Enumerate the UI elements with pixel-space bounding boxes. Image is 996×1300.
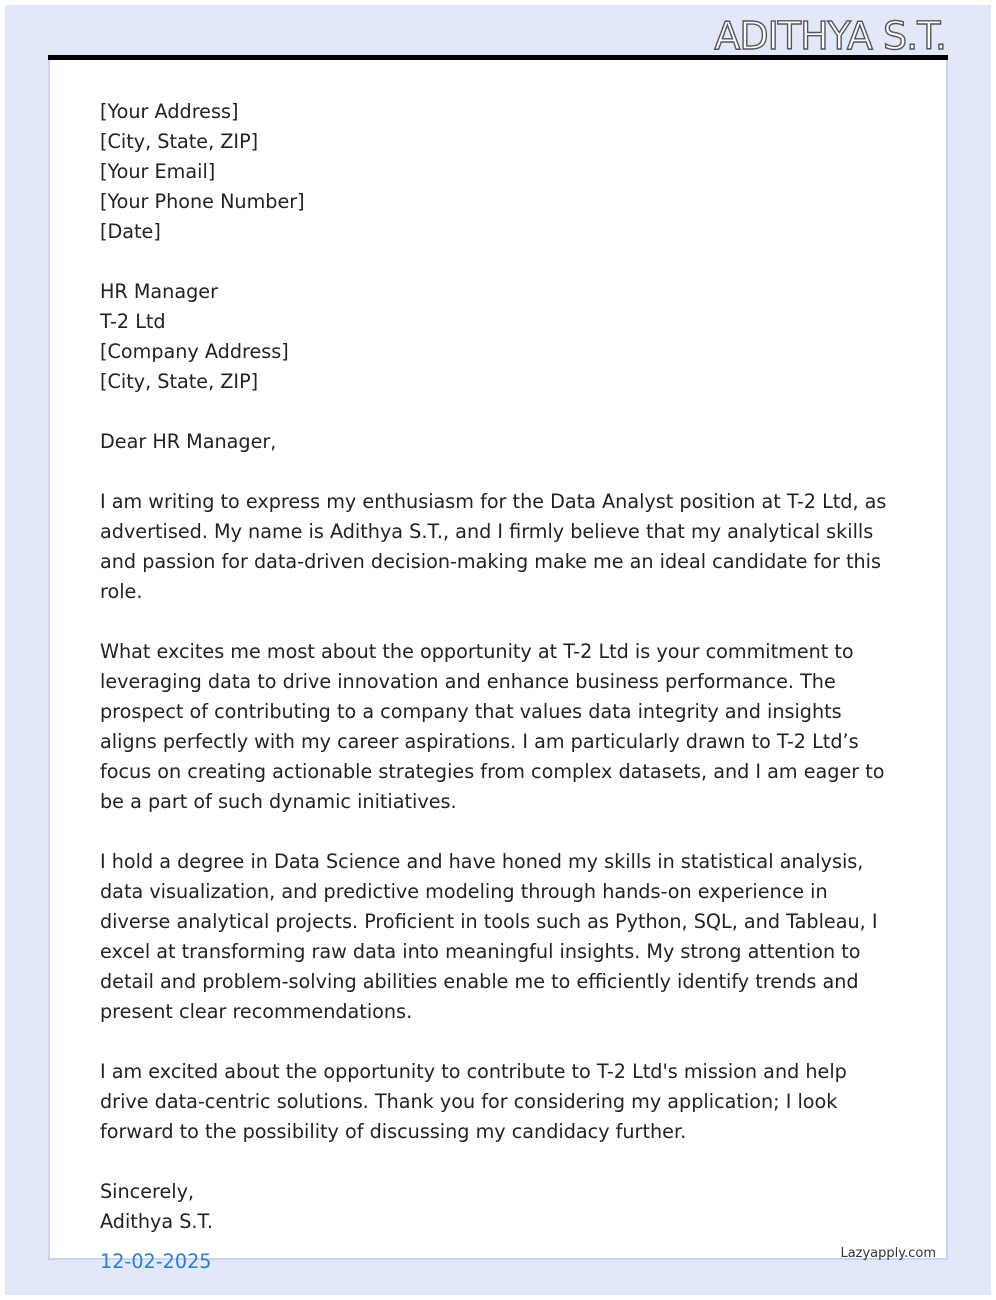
sender-date: [Date] — [100, 220, 161, 243]
body-paragraph-2: What excites me most about the opportunity at T-2 Ltd is your commitment to leveraging data to drive innovation and enhance business performance. The prospect of contributing to a company that values data integrity and insights aligns perfectly with my career aspirations. I am particularly drawn to T-2 Ltd’s focus on creating actionable strategies from complex datasets, and I am eager to be a part of such dynamic initiatives. — [100, 640, 885, 813]
letter-content — [100, 97, 900, 1277]
valediction: Sincerely, — [100, 1180, 195, 1203]
sender-address: [Your Address] — [100, 100, 239, 123]
recipient-company: T-2 Ltd — [100, 310, 166, 333]
spacer — [100, 1147, 900, 1177]
sender-phone: [Your Phone Number] — [100, 190, 305, 213]
spacer — [100, 607, 900, 637]
salutation: Dear HR Manager, — [100, 430, 277, 453]
spacer — [100, 247, 900, 277]
recipient-address: [Company Address] — [100, 340, 289, 363]
spacer — [100, 1027, 900, 1057]
sender-city-state-zip: [City, State, ZIP] — [100, 130, 259, 153]
recipient-title: HR Manager — [100, 280, 218, 303]
sender-email: [Your Email] — [100, 160, 216, 183]
watermark-text: Lazyapply.com — [840, 1246, 936, 1261]
body-paragraph-3: I hold a degree in Data Science and have honed my skills in statistical analysis, data visualization, and predictive modeling through hands-on experience in diverse analytical projects. Proficient in tools such as Python, SQL, and Tableau, I excel at transforming raw data into meaningful insights. My strong attention to detail and problem-solving abilities enable me to efficiently identify trends and present clear recommendations. — [100, 850, 878, 1023]
candidate-name-header: ADITHYA S.T. — [714, 14, 946, 58]
body-paragraph-4: I am excited about the opportunity to contribute to T-2 Ltd's mission and help drive data-centric solutions. Thank you for considering my application; I look forward to the possibility of discussing my candidacy further. — [100, 1060, 847, 1143]
spacer — [100, 817, 900, 847]
letter-date: 12-02-2025 — [100, 1250, 212, 1273]
spacer — [100, 457, 900, 487]
signature-name: Adithya S.T. — [100, 1210, 214, 1233]
body-paragraph-1: I am writing to express my enthusiasm for the Data Analyst position at T-2 Ltd, as advertised. My name is Adithya S.T., and I firmly believe that my analytical skills and passion for data-driven decision-making make me an ideal candidate for this role. — [100, 490, 887, 603]
recipient-city-state-zip: [City, State, ZIP] — [100, 370, 259, 393]
spacer — [100, 397, 900, 427]
